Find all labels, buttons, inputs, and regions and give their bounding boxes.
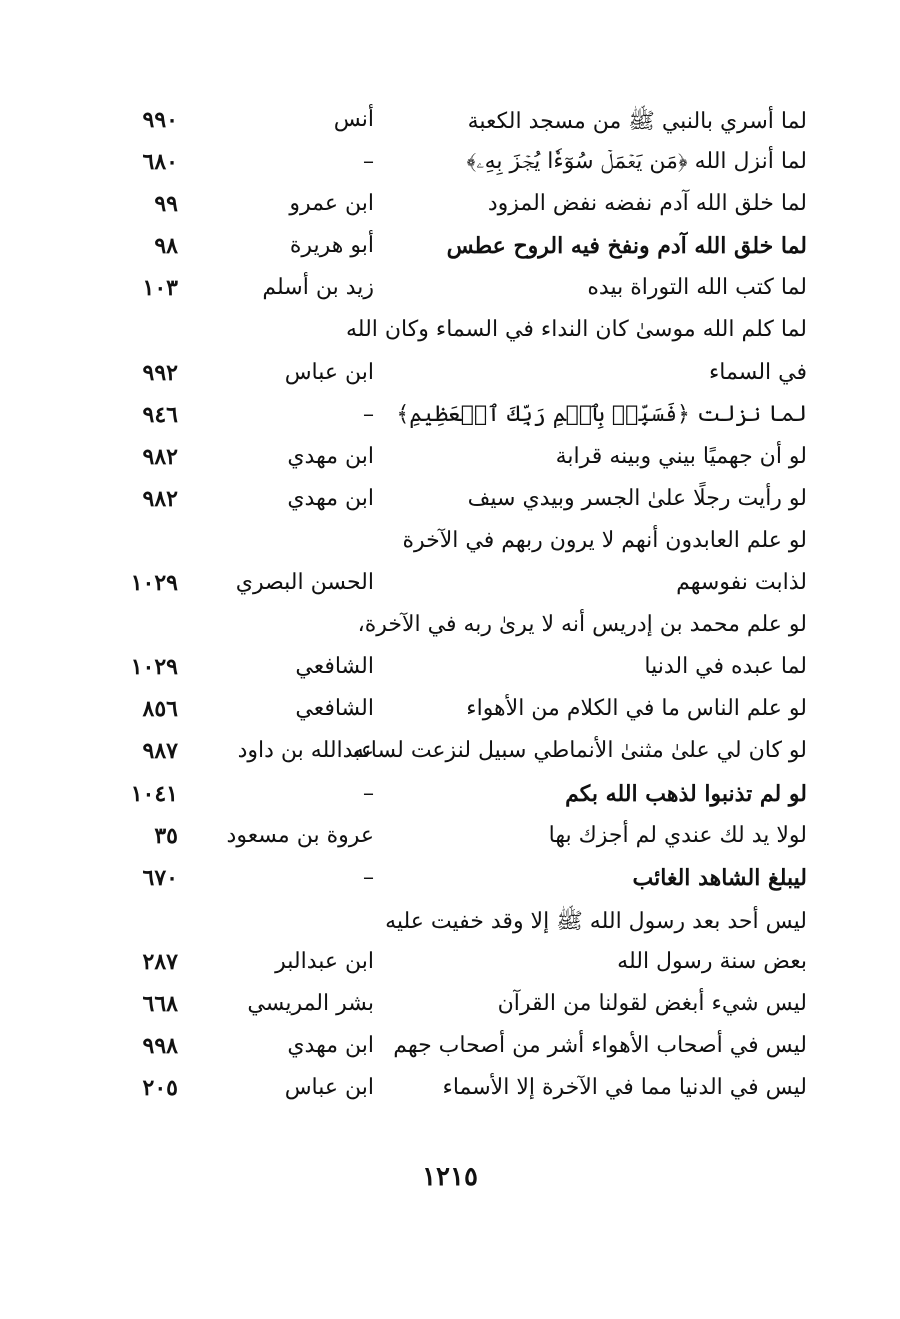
index-entry-text: لو رأيت رجلًا علىٰ الجسر وبيدي سيف bbox=[467, 485, 807, 511]
index-entry-text: لو لم تذنبوا لذهب الله بكم bbox=[565, 780, 807, 807]
index-row bbox=[0, 482, 900, 524]
index-entry-narrator: ابن عباس bbox=[284, 359, 374, 385]
index-entry-page: ٢٠٥ bbox=[142, 1075, 178, 1102]
index-row bbox=[0, 566, 900, 608]
index-row bbox=[0, 187, 900, 229]
index-row bbox=[0, 903, 900, 945]
index-row bbox=[0, 1071, 900, 1113]
index-entry-text: ليس في أصحاب الأهواء أشر من أصحاب جهم bbox=[393, 1033, 807, 1059]
index-entry-text: بعض سنة رسول الله bbox=[617, 948, 807, 974]
index-entry-page: ١٠٢٩ bbox=[130, 654, 178, 681]
index-entry-text: لما كتب الله التوراة بيده bbox=[587, 275, 807, 301]
index-entry-narrator: عبدالله بن داود bbox=[237, 738, 374, 764]
index-entry-narrator: ابن عبدالبر bbox=[275, 948, 374, 974]
index-entry-text: ليس شيء أبغض لقولنا من القرآن bbox=[497, 990, 807, 1016]
index-entry-text: لما كلم الله موسىٰ كان النداء في السماء وكان الله bbox=[346, 317, 807, 343]
index-entry-text: لما نزلت ﴿فَسَبِّحۡ بِٱسۡمِ رَبِّكَ ٱلۡعَظِيمِ﴾ bbox=[396, 401, 807, 427]
index-row bbox=[0, 398, 900, 440]
index-entry-text: لما خلق الله آدم نفضه نفض المزود bbox=[487, 191, 807, 217]
index-row bbox=[0, 945, 900, 987]
index-entry-text: لو كان لي علىٰ مثنىٰ الأنماطي سبيل لنزعت لسانه bbox=[352, 738, 807, 764]
index-list bbox=[0, 103, 900, 1113]
index-entry-page: ٨٥٦ bbox=[142, 696, 178, 723]
index-entry-page: ٢٨٧ bbox=[142, 948, 178, 975]
index-entry-page: ٩٩٨ bbox=[142, 1033, 178, 1060]
index-row bbox=[0, 103, 900, 145]
index-row bbox=[0, 356, 900, 398]
index-entry-narrator: – bbox=[363, 864, 374, 890]
index-entry-page: ٩٨٢ bbox=[142, 485, 178, 512]
index-entry-narrator: ابن عمرو bbox=[289, 191, 374, 217]
index-entry-page: ١٠٢٩ bbox=[130, 570, 178, 597]
index-row bbox=[0, 692, 900, 734]
index-row bbox=[0, 313, 900, 355]
index-row bbox=[0, 734, 900, 776]
index-entry-text: ليس أحد بعد رسول الله ﷺ إلا وقد خفيت عليه bbox=[385, 908, 807, 934]
index-entry-narrator: – bbox=[363, 780, 374, 806]
index-row bbox=[0, 1029, 900, 1071]
index-row bbox=[0, 608, 900, 650]
index-entry-text: لو علم العابدون أنهم لا يرون ربهم في الآخرة bbox=[402, 527, 807, 553]
index-entry-narrator: زيد بن أسلم bbox=[262, 275, 374, 301]
index-entry-page: ٦٦٨ bbox=[142, 990, 178, 1017]
index-entry-text: لما أسري بالنبي ﷺ من مسجد الكعبة bbox=[467, 109, 807, 134]
index-entry-narrator: الحسن البصري bbox=[235, 570, 374, 596]
index-entry-text: لذابت نفوسهم bbox=[676, 570, 807, 596]
index-entry-narrator: ابن مهدي bbox=[287, 485, 374, 511]
index-entry-page: ٩٩٠ bbox=[142, 107, 178, 133]
index-row bbox=[0, 987, 900, 1029]
index-entry-text: لولا يد لك عندي لم أجزك بها bbox=[548, 822, 807, 848]
index-entry-page: ١٠٣ bbox=[142, 275, 178, 302]
index-row bbox=[0, 777, 900, 819]
index-row bbox=[0, 819, 900, 861]
index-entry-text: ليبلغ الشاهد الغائب bbox=[632, 864, 807, 891]
index-entry-text: ليس في الدنيا مما في الآخرة إلا الأسماء bbox=[442, 1075, 807, 1101]
index-entry-narrator: عروة بن مسعود bbox=[226, 822, 374, 848]
index-entry-page: ٩٨٧ bbox=[142, 738, 178, 765]
index-entry-narrator: الشافعي bbox=[295, 654, 374, 680]
index-entry-text: لما خلق الله آدم ونفخ فيه الروح عطس bbox=[446, 233, 807, 260]
index-entry-narrator: أبو هريرة bbox=[289, 233, 374, 259]
index-entry-page: ٩٤٦ bbox=[142, 401, 178, 428]
index-entry-page: ٩٨ bbox=[154, 233, 178, 260]
index-entry-narrator: الشافعي bbox=[295, 696, 374, 722]
index-entry-text: لو علم الناس ما في الكلام من الأهواء bbox=[466, 696, 807, 722]
index-row bbox=[0, 524, 900, 566]
index-row bbox=[0, 271, 900, 313]
index-entry-page: ٩٨٢ bbox=[142, 443, 178, 470]
index-row bbox=[0, 145, 900, 187]
index-entry-narrator: – bbox=[363, 149, 374, 175]
index-entry-page: ٩٩٢ bbox=[142, 359, 178, 386]
index-row bbox=[0, 861, 900, 903]
index-row bbox=[0, 650, 900, 692]
index-entry-text: لما عبده في الدنيا bbox=[644, 654, 807, 680]
index-entry-page: ٩٩ bbox=[154, 191, 178, 218]
index-entry-narrator: أنس bbox=[333, 107, 374, 132]
index-entry-narrator: ابن مهدي bbox=[287, 1033, 374, 1059]
index-entry-page: ٣٥ bbox=[154, 822, 178, 849]
index-entry-narrator: – bbox=[363, 401, 374, 427]
index-row bbox=[0, 229, 900, 271]
index-entry-narrator: بشر المريسي bbox=[247, 990, 374, 1016]
index-entry-text: في السماء bbox=[708, 359, 807, 385]
page-number: ١٢١٥ bbox=[422, 1162, 478, 1192]
index-entry-narrator: ابن مهدي bbox=[287, 443, 374, 469]
index-entry-page: ٦٧٠ bbox=[142, 864, 178, 891]
index-row bbox=[0, 440, 900, 482]
index-entry-text: لو علم محمد بن إدريس أنه لا يرىٰ ربه في الآخرة، bbox=[357, 612, 807, 638]
index-entry-text: لو أن جهميًا بيني وبينه قرابة bbox=[555, 443, 807, 469]
index-entry-narrator: ابن عباس bbox=[284, 1075, 374, 1101]
index-entry-text: لما أنزل الله ﴿مَن يَعۡمَلۡ سُوٓءٗا يُجۡزَ بِهِۦ﴾ bbox=[466, 149, 807, 175]
index-entry-page: ١٠٤١ bbox=[130, 780, 178, 807]
index-entry-page: ٦٨٠ bbox=[142, 149, 178, 176]
